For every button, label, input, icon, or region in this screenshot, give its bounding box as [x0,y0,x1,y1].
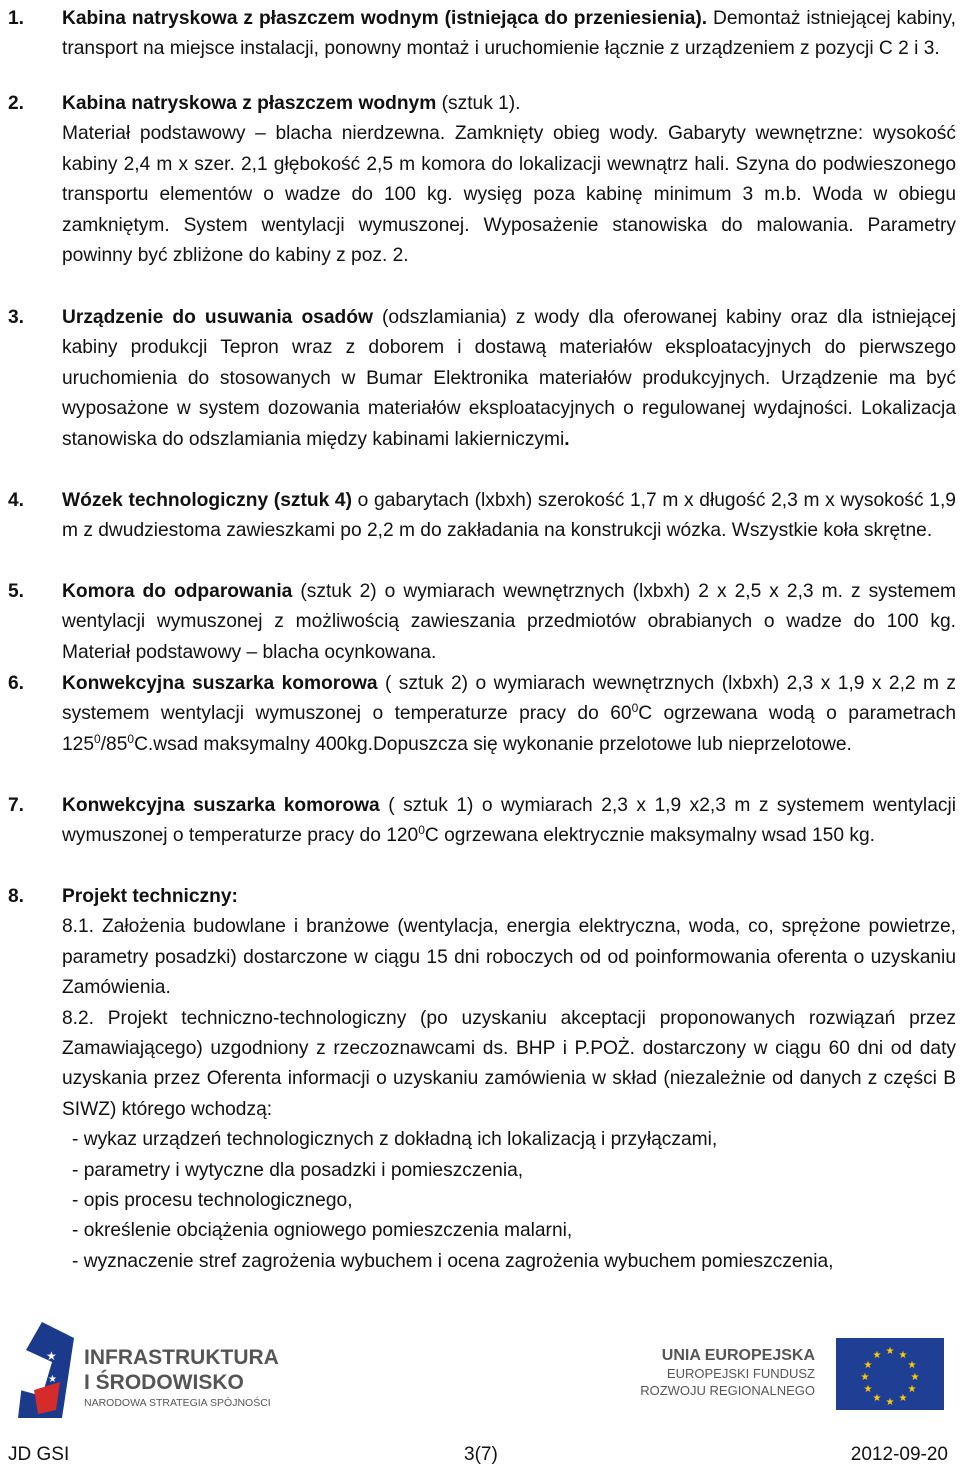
svg-text:★: ★ [885,1397,895,1408]
item-text: ( sztuk 2) o wymiarach wewnętrznych (lxbxh) 2,3 x 1,9 x 2,2 m z systemem wentylacji wymuszonej o temperaturze pracy do 60 [62,673,956,725]
item-text: ( sztuk 1) o wymiarach 2,3 x 1,9 x2,3 m z systemem wentylacji wymuszonej o temperaturze pracy do 120 [62,795,956,847]
item-text: C.wsad maksymalny 400kg.Dopuszcza się wykonanie przelotowe lub nieprzelotowe. [134,733,852,755]
logo-right-line1: UNIA EUROPEJSKA [661,1347,815,1364]
svg-text:★: ★ [860,1372,870,1383]
footer-left: JD GSI [8,1444,70,1465]
infrastruktura-logo [12,1320,302,1420]
eu-logo [640,1330,950,1420]
degree-superscript: 0 [418,823,425,838]
item-title: Konwekcyjna suszarka komorowa [62,795,380,816]
list-item-7 [8,791,956,852]
list-item-1 [8,4,956,65]
degree-superscript: 0 [127,731,135,746]
dash-list-item: - wyznaczenie stref zagrożenia wybuchem i ocena zagrożenia wybuchem pomieszczenia, [72,1250,834,1272]
dash-list-item: - określenie obciążenia ogniowego pomieszczenia malarni, [72,1220,573,1242]
eu-flag-icon [640,1330,950,1420]
item-title: Kabina natryskowa z płaszczem wodnym [62,93,437,114]
item-title: Kabina natryskowa z płaszczem wodnym (istniejąca do przeniesienia). [62,8,708,29]
svg-text:★: ★ [863,1384,873,1395]
svg-text:★: ★ [910,1372,920,1383]
item-number: 8. [8,886,25,907]
svg-text:★: ★ [863,1360,873,1371]
item-title: Urządzenie do usuwania osadów [62,307,373,328]
item-number: 1. [8,8,25,29]
dash-list-item: - opis procesu technologicznego, [72,1190,353,1212]
item-text: Materiał podstawowy – blacha nierdzewna. Zamknięty obieg wody. Gabaryty wewnętrzne: wysokość kabiny 2,4 m x szer. 2,1 głębokość 2,5 m komora do lokalizacji wewnątrz hali. Szyna do podwieszonego transportu elementów o wadze do 100 kg. wysięg poza kabinę minimum 3 m.b. Woda w obiegu zamkniętym. System wentylacji wymuszonej. Wyposażenie stanowiska do malowania. Parametry powinny być zbliżone do kabiny z poz. 2. [62,123,956,267]
list-item-8 [8,882,956,1277]
item-title: Wózek technologiczny (sztuk 4) [62,490,352,511]
svg-text:★: ★ [898,1393,908,1404]
svg-text:★: ★ [898,1350,908,1361]
footer-date: 2012-09-20 [850,1444,948,1465]
item-title: Konwekcyjna suszarka komorowa [62,673,378,694]
subsection-8-1: 8.1. Założenia budowlane i branżowe (wentylacja, energia elektryczna, woda, co, sprężone powietrze, parametry posadzki) dostarczone w ciągu 15 dni roboczych od od poinformowania oferenta o uzyskaniu Zamówienia. [62,916,956,999]
item-title: Komora do odparowania [62,581,293,602]
infrastruktura-emblem-icon [12,1320,302,1420]
list-item-2 [8,89,956,271]
item-number: 4. [8,490,25,511]
degree-superscript: 0 [631,701,639,716]
item-number: 5. [8,581,25,602]
item-text: (sztuk 2) o wymiarach wewnętrznych (lxbxh) 2 x 2,5 x 2,3 m. z systemem wentylacji wymuszonej z możliwością zawieszania przedmiotów obrabianych o wadze do 100 kg. Materiał podstawowy – blacha ocynkowana. [62,581,956,663]
item-number: 3. [8,307,25,328]
item-title: Projekt techniczny: [62,886,238,907]
svg-text:★: ★ [48,1374,57,1385]
item-text: /85 [100,733,128,755]
svg-text:★: ★ [907,1360,917,1371]
svg-text:★: ★ [872,1350,882,1361]
svg-text:★: ★ [885,1346,895,1357]
item-text: C ogrzewana wodą o parametrach 125 [62,703,956,755]
logo-left-line1: INFRASTRUKTURA [84,1346,279,1369]
degree-superscript: 0 [94,731,101,746]
item-number: 6. [8,673,25,694]
logo-right-line3: ROZWOJU REGIONALNEGO [640,1383,815,1398]
svg-text:★: ★ [872,1393,882,1404]
item-text: Demontaż istniejącej kabiny, transport na miejsce instalacji, ponowny montaż i uruchomienie łącznie z urządzeniem z pozycji C 2 i 3. [62,8,956,60]
logo-left-line2: I ŚRODOWISKO [84,1371,244,1394]
list-item-3 [8,303,956,455]
item-number: 7. [8,795,25,816]
list-item-6 [8,669,956,760]
footer-page-number: 3(7) [464,1444,498,1465]
item-text: C ogrzewana elektrycznie maksymalny wsad 150 kg. [424,825,875,847]
item-end: . [564,428,570,450]
item-text: (odszlamiania) z wody dla oferowanej kabiny oraz dla istniejącej kabiny produkcji Tepron wraz z doborem i dostawą materiałów eksploatacyjnych do pierwszego uruchomienia do stosowanych w Bumar Elektronika materiałów produkcyjnych. Urządzenie ma być wyposażone w system dozowania materiałów eksploatacyjnych o regulowanej wydajności. Lokalizacja stanowiska do odszlamiania między kabinami lakierniczymi [62,307,956,450]
svg-text:★: ★ [907,1384,917,1395]
item-text: o gabarytach (lxbxh) szerokość 1,7 m x długość 2,3 m x wysokość 1,9 m z dwudziestoma zawieszkami po 2,2 m do zakładania na konstrukcji wózka. Wszystkie koła skrętne. [62,490,956,542]
subsection-8-2: 8.2. Projekt techniczno-technologiczny (po uzyskaniu akceptacji proponowanych rozwiązań przez Zamawiającego) uzgodniony z rzeczoznawcami ds. BHP i P.POŻ. dostarczony w ciągu 60 dni od daty uzyskania przez Oferenta informacji o uzyskaniu zamówienia w skład (niezależnie od danych z części B SIWZ) którego wchodzą: [62,1007,956,1120]
dash-list-item: - wykaz urządzeń technologicznych z dokładną ich lokalizacją i przyłączami, [72,1129,718,1151]
svg-text:★: ★ [46,1349,57,1363]
logo-left-line3: NARODOWA STRATEGIA SPÓJNOŚCI [84,1397,271,1409]
logo-right-line2: EUROPEJSKI FUNDUSZ [666,1366,815,1381]
list-item-4 [8,486,956,547]
page-footer [8,1440,948,1470]
dash-list-item: - parametry i wytyczne dla posadzki i pomieszczenia, [72,1159,524,1181]
item-number: 2. [8,93,25,114]
item-title-rest: (sztuk 1). [436,93,521,114]
list-item-5 [8,577,956,668]
